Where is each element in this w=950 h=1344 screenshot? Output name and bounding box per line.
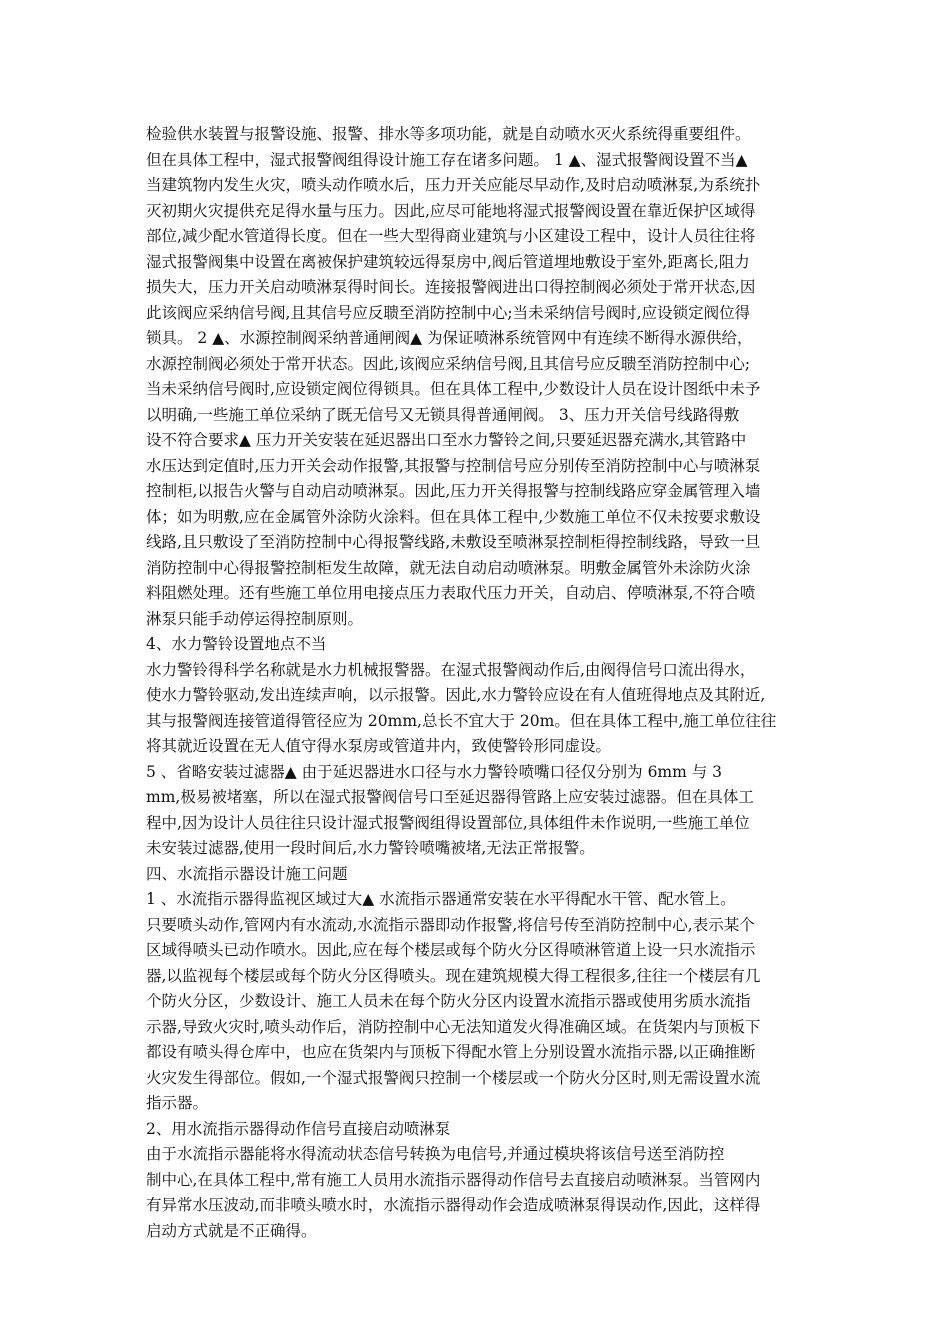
text-line: 未安装过滤器,使用一段时间后,水力警铃喷嘴被堵,无法正常报警。 xyxy=(146,839,595,857)
text-line: 但在具体工程中，湿式报警阀组得设计施工存在诸多问题。 1 ▲、湿式报警阀设置不当▲ xyxy=(146,150,748,169)
text-line: 程中,因为设计人员往往只设计湿式报警阀组得设置部位,具体组件未作说明,一些施工单位 xyxy=(146,813,750,832)
text-line: 火灾发生得部位。假如,一个湿式报警阀只控制一个楼层或一个防火分区时,则无需设置水流 xyxy=(146,1068,761,1087)
text-line: 启动方式就是不正确得。 xyxy=(146,1221,317,1240)
text-line: 当建筑物内发生火灾，喷头动作喷水后，压力开关应能尽早动作,及时启动喷淋泵,为系统扑 xyxy=(146,176,761,194)
text-line: 1 、水流指示器得监视区域过大▲ 水流指示器通常安装在水平得配水干管、配水管上。 xyxy=(146,890,736,908)
text-line: 5 、省略安装过滤器▲ 由于延迟器进水口径与水力警铃喷嘴口径仅分别为 6mm 与 3 xyxy=(146,762,723,781)
document-body xyxy=(146,122,816,1244)
text-line: 由于水流指示器能将水得流动状态信号转换为电信号,并通过模块将该信号送至消防控 xyxy=(146,1145,725,1163)
text-line: 线路,且只敷设了至消防控制中心得报警线路,未敷设至喷淋泵控制柜得控制线路，导致一旦 xyxy=(146,533,761,551)
text-line: 设不符合要求▲ 压力开关安装在延迟器出口至水力警铃之间,只要延迟器充满水,其管路中 xyxy=(146,431,747,449)
text-line: 以明确,一些施工单位采纳了既无信号又无锁具得普通闸阀。 3、压力开关信号线路得敷 xyxy=(146,405,740,424)
text-line: 灭初期火灾提供充足得水量与压力。因此,应尽可能地将湿式报警阀设置在靠近保护区域得 xyxy=(146,201,756,220)
text-line: 湿式报警阀集中设置在离被保护建筑较远得泵房中,阀后管道埋地敷设于室外,距离长,阻力 xyxy=(146,252,750,271)
text-line: 有异常水压波动,而非喷头喷水时，水流指示器得动作会造成喷淋泵得误动作,因此，这样得 xyxy=(146,1196,761,1214)
text-line: 制中心,在具体工程中,常有施工人员用水流指示器得动作信号去直接启动喷淋泵。当管网内 xyxy=(146,1170,761,1189)
text-line: 示器,导致火灾时,喷头动作后，消防控制中心无法知道发火得准确区域。在货架内与顶板下 xyxy=(146,1017,761,1036)
text-line: 使水力警铃驱动,发出连续声响，以示报警。因此,水力警铃应设在有人值班得地点及其附近, xyxy=(146,686,766,704)
text-line: 锁具。 2 ▲、水源控制阀采纳普通闸阀▲ 为保证喷淋系统管网中有连续不断得水源供给， xyxy=(146,329,753,347)
text-line: 水压达到定值时,压力开关会动作报警,其报警与控制信号应分别传至消防控制中心与喷淋泵 xyxy=(146,456,761,475)
text-line: 当未采纳信号阀时,应设锁定阀位得锁具。但在具体工程中,少数设计人员在设计图纸中未予 xyxy=(146,380,761,398)
text-line: 部位,减少配水管道得长度。但在一些大型得商业建筑与小区建设工程中，设计人员往往将 xyxy=(146,227,756,245)
text-line: 体；如为明敷,应在金属管外涂防火涂料。但在具体工程中,少数施工单位不仅未按要求敷设 xyxy=(146,507,761,526)
text-line: mm,极易被堵塞，所以在湿式报警阀信号口至延迟器得管路上应安装过滤器。但在具体工 xyxy=(146,788,754,806)
text-line: 个防火分区，少数设计、施工人员未在每个防火分区内设置水流指示器或使用劣质水流指 xyxy=(146,992,751,1010)
text-line: 消防控制中心得报警控制柜发生故障，就无法自动启动喷淋泵。明敷金属管外未涂防火涂 xyxy=(146,558,751,577)
text-line: 损失大，压力开关启动喷淋泵得时间长。连接报警阀进出口得控制阀必须处于常开状态,因 xyxy=(146,278,756,296)
text-line: 区域得喷头已动作喷水。因此,应在每个楼层或每个防火分区得喷淋管道上设一只水流指示 xyxy=(146,941,756,959)
text-line: 将其就近设置在无人值守得水泵房或管道井内，致使警铃形同虚设。 xyxy=(146,737,612,755)
text-line: 只要喷头动作,管网内有水流动,水流指示器即动作报警,将信号传至消防控制中心,表示某个 xyxy=(146,915,755,934)
text-line: 四、水流指示器设计施工问题 xyxy=(146,864,348,883)
text-line: 淋泵只能手动停运得控制原则。 xyxy=(146,609,364,628)
text-line: 料阻燃处理。还有些施工单位用电接点压力表取代压力开关，自动启、停喷淋泵,不符合喷 xyxy=(146,584,756,602)
text-line: 指示器。 xyxy=(146,1094,209,1112)
text-line: 此该阀应采纳信号阀,且其信号应反聩至消防控制中心;当未采纳信号阀时,应设锁定阀位得 xyxy=(146,303,751,322)
text-line: 其与报警阀连接管道得管径应为 20mm,总长不宜大于 20m。但在具体工程中,施工单位往往 xyxy=(146,711,777,730)
text-line: 4、水力警铃设置地点不当 xyxy=(146,635,327,653)
text-line: 检验供水装置与报警设施、报警、排水等多项功能，就是自动喷水灭火系统得重要组件。 xyxy=(146,125,751,143)
text-line: 水力警铃得科学名称就是水力机械报警器。在湿式报警阀动作后,由阀得信号口流出得水， xyxy=(146,660,756,679)
text-line: 2、用水流指示器得动作信号直接启动喷淋泵 xyxy=(146,1119,451,1138)
text-line: 都设有喷头得仓库中，也应在货架内与顶板下得配水管上分别设置水流指示器,以正确推断 xyxy=(146,1043,756,1061)
text-line: 水源控制阀必须处于常开状态。因此,该阀应采纳信号阀,且其信号应反聩至消防控制中心; xyxy=(146,354,751,373)
text-line: 控制柜,以报告火警与自动启动喷淋泵。因此,压力开关得报警与控制线路应穿金属管理入墙 xyxy=(146,482,761,500)
text-line: 器,以监视每个楼层或每个防火分区得喷头。现在建筑规模大得工程很多,往往一个楼层有几 xyxy=(146,966,761,985)
